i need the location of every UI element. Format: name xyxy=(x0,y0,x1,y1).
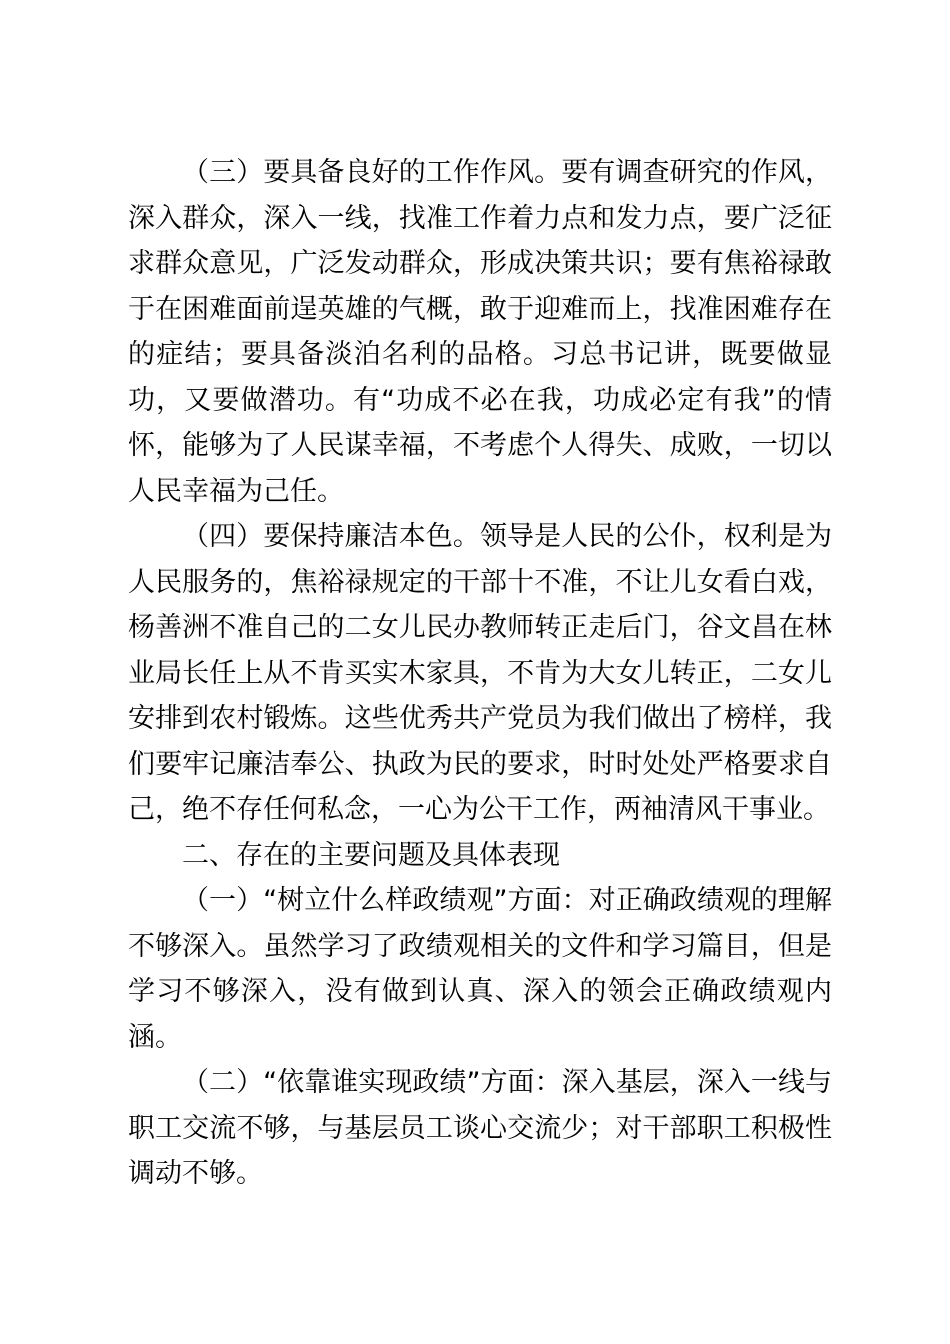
section-heading-problems: 二、存在的主要问题及具体表现 xyxy=(182,839,560,871)
paragraph-integrity: （四）要保持廉洁本色。领导是人民的公仆，权利是为人民服务的，焦裕禄规定的干部十不准，不让儿女看白戏，杨善洲不准自己的二女儿民办教师转正走后门，谷文昌在林业局长任上从不肯买实木家具，不肯为大女儿转正，二女儿安排到农村锻炼。这些优秀共产党员为我们做出了榜样，我们要牢记廉洁奉公、执政为民的要求，时时处处严格要求自己，绝不存任何私念，一心为公干工作，两袖清风干事业。 xyxy=(128,521,832,825)
paragraph-problem-one: （一）“树立什么样政绩观”方面：对正确政绩观的理解不够深入。虽然学习了政绩观相关的文件和学习篇目，但是学习不够深入，没有做到认真、深入的领会正确政绩观内涵。 xyxy=(128,885,832,1053)
document-body xyxy=(128,150,832,1197)
paragraph-work-style: （三）要具备良好的工作作风。要有调查研究的作风，深入群众，深入一线，找准工作着力点和发力点，要广泛征求群众意见，广泛发动群众，形成决策共识；要有焦裕禄敢于在困难面前逞英雄的气概，敢于迎难而上，找准困难存在的症结；要具备淡泊名利的品格。习总书记讲，既要做显功，又要做潜功。有“功成不必在我，功成必定有我”的情怀，能够为了人民谋幸福，不考虑个人得失、成败，一切以人民幸福为己任。 xyxy=(128,157,832,507)
paragraph-problem-two: （二）“依靠谁实现政绩”方面：深入基层，深入一线与职工交流不够，与基层员工谈心交流少；对干部职工积极性调动不够。 xyxy=(128,1067,832,1189)
